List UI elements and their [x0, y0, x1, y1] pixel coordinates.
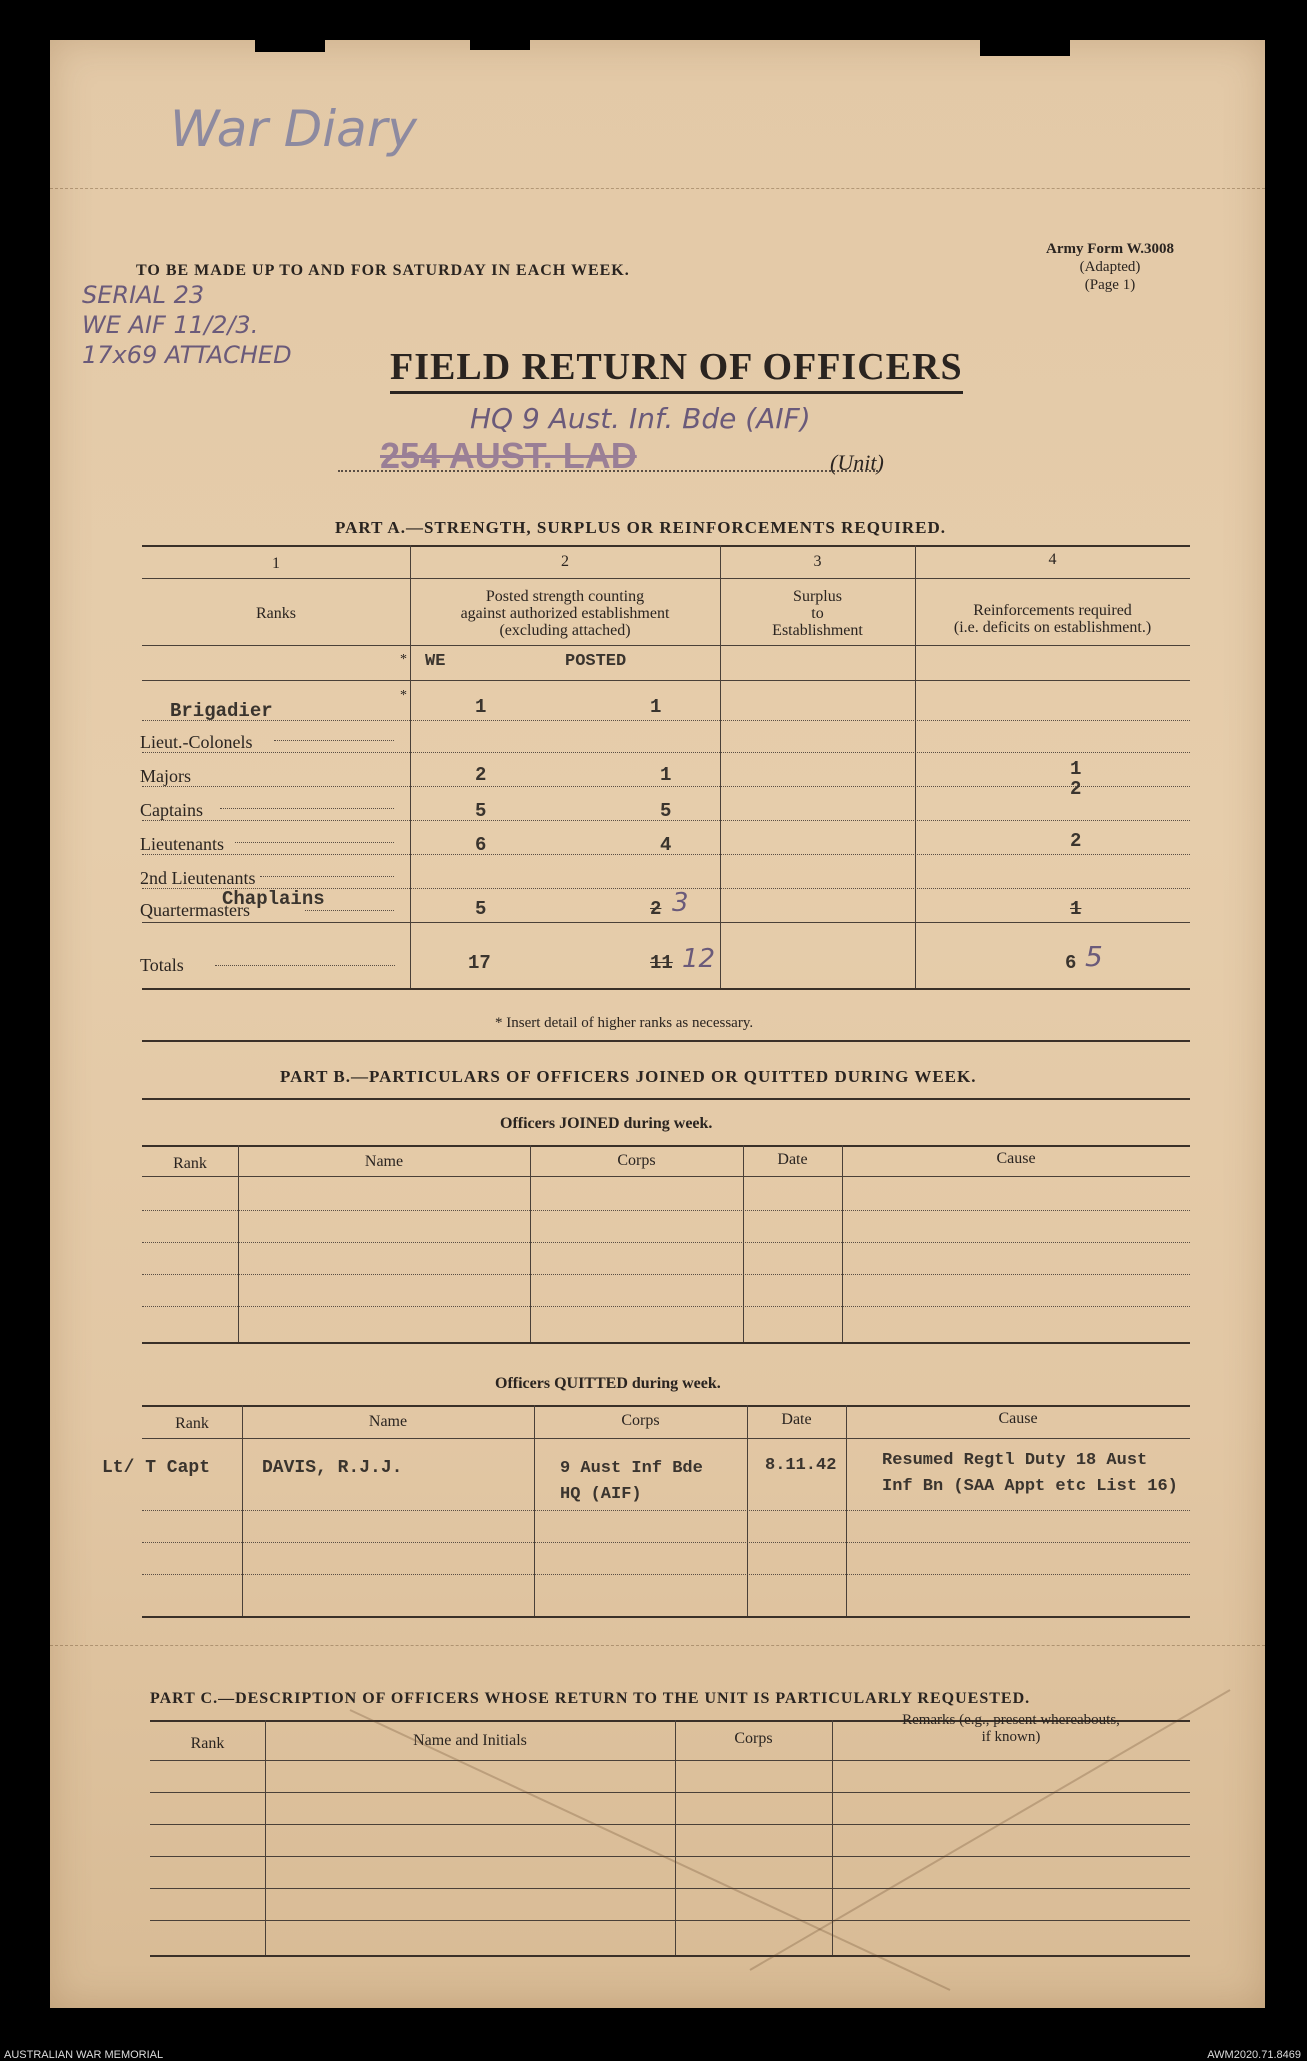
col-number: 4	[1048, 551, 1057, 568]
totals-label: Totals	[140, 955, 184, 975]
rule	[142, 922, 1190, 923]
quitted-cause: Resumed Regtl Duty 18 Aust Inf Bn (SAA Appt etc List 16)	[882, 1451, 1178, 1496]
col-number: 2	[561, 553, 569, 570]
torn-edge	[470, 38, 530, 50]
joined-col-cause: Cause	[996, 1150, 1036, 1167]
rank-label: Lieut.-Colonels	[140, 732, 253, 752]
part-c-title: PART C.—DESCRIPTION OF OFFICERS WHOSE RETURN TO THE UNIT IS PARTICULARLY REQUESTED.	[150, 1690, 1031, 1707]
col-number: 3	[813, 553, 822, 570]
brigadier-posted: 1	[650, 696, 662, 718]
quitted-corps: 9 Aust Inf Bde HQ (AIF)	[560, 1459, 703, 1504]
totals-we: 17	[468, 952, 491, 974]
form-title: FIELD RETURN OF OFFICERS	[390, 345, 963, 394]
majors-posted: 1	[660, 764, 672, 786]
lieutenants-we: 6	[475, 834, 487, 856]
part-a-title: PART A.—STRENGTH, SURPLUS OR REINFORCEMENTS REQUIRED.	[335, 518, 946, 537]
rule	[142, 988, 1190, 990]
chaplains-reinf: 1	[1070, 898, 1082, 920]
rule	[142, 645, 1190, 646]
quitted-rank: Lt/ T Capt	[102, 1458, 211, 1478]
captains-posted: 5	[660, 800, 672, 822]
handwritten-unit: HQ 9 Aust. Inf. Bde (AIF)	[470, 402, 811, 435]
joined-col-date: Date	[777, 1151, 808, 1168]
majors-we: 2	[475, 764, 487, 786]
handwritten-war-diary: War Diary	[170, 100, 417, 158]
part-c-col-name: Name and Initials	[413, 1732, 527, 1749]
quitted-col-corps: Corps	[621, 1412, 660, 1429]
totals-reinf: 6	[1065, 952, 1077, 974]
rank-label: 2nd Lieutenants	[140, 868, 256, 888]
header-ranks: Ranks	[256, 605, 296, 622]
part-c-col-remarks: Remarks (e.g., present whereabouts, if known)	[902, 1712, 1120, 1745]
totals-posted: 11	[650, 952, 673, 974]
unit-label: (Unit)	[830, 450, 884, 475]
part-c-col-rank: Rank	[190, 1735, 225, 1752]
col-number: 1	[272, 555, 280, 572]
part-b-title: PART B.—PARTICULARS OF OFFICERS JOINED OR QUITTED DURING WEEK.	[280, 1067, 977, 1086]
chaplains-posted: 2	[650, 898, 662, 920]
unit-dotted-line	[338, 470, 878, 472]
rank-label: Captains	[140, 800, 203, 820]
we-label: WE	[425, 652, 446, 671]
paper-crease	[50, 1640, 1265, 2008]
quitted-col-cause: Cause	[998, 1410, 1038, 1427]
quitted-col-date: Date	[781, 1411, 812, 1428]
footer-right: AWM2020.71.8469	[1207, 2049, 1301, 2061]
header-reinforcements: Reinforcements required (i.e. deficits on establishment.)	[953, 602, 1152, 636]
army-form-block: Army Form W.3008 (Adapted) (Page 1)	[1046, 241, 1174, 293]
brigadier-rank: Brigadier	[170, 700, 273, 722]
brigadier-we: 1	[475, 696, 487, 718]
header-surplus: Surplus to Establishment	[772, 588, 863, 639]
majors-reinf: 1	[1070, 758, 1082, 780]
captains-reinf: 2	[1070, 778, 1082, 800]
rule	[142, 578, 1190, 579]
chaplains-overtype: Chaplains	[222, 888, 325, 910]
quitted-date: 8.11.42	[765, 1456, 837, 1475]
quitted-title: Officers QUITTED during week.	[495, 1375, 721, 1392]
chaplains-we: 5	[475, 898, 487, 920]
lieutenants-posted: 4	[660, 834, 672, 856]
lieutenants-reinf: 2	[1070, 830, 1082, 852]
captains-we: 5	[475, 800, 487, 822]
footnote: * Insert detail of higher ranks as necessary.	[495, 1015, 754, 1031]
quitted-col-name: Name	[368, 1413, 408, 1430]
posted-label: POSTED	[565, 652, 627, 671]
rule	[142, 752, 1190, 753]
joined-col-rank: Rank	[173, 1155, 207, 1172]
joined-col-name: Name	[364, 1153, 404, 1170]
joined-col-corps: Corps	[617, 1152, 656, 1169]
rule	[142, 1040, 1190, 1042]
part-c-col-corps: Corps	[734, 1730, 773, 1747]
fold-line	[50, 188, 1265, 189]
handwritten-serial: SERIAL 23 WE AIF 11/2/3. 17x69 ATTACHED	[82, 281, 292, 369]
rank-label: Lieutenants	[140, 834, 224, 854]
chaplains-posted-hand: 3	[672, 888, 689, 918]
rule	[142, 1098, 1190, 1100]
quitted-name: DAVIS, R.J.J.	[262, 1458, 403, 1478]
quitted-col-rank: Rank	[175, 1415, 209, 1432]
rule	[142, 680, 1190, 681]
rule	[142, 545, 1190, 547]
rule	[142, 786, 1190, 787]
torn-edge	[255, 38, 325, 52]
document-page: War Diary SERIAL 23 WE AIF 11/2/3. 17x69 ATTACHED TO BE MADE UP TO AND FOR SATURDAY IN EACH WEEK. Army Form W.3008 (Adapted) (Page 1) FIELD RETURN OF OFFICERS HQ 9 Aust. Inf. Bde (AIF) 254 AUST. LAD (Unit) PART A.—STRENGTH, SURPLUS OR REINFORCEMENTS REQUIRED. 1 2 3 4 Ranks Posted strength counting against authorized establishment (excluding attached) Surplus to Establishment Reinforcements required (i.e. deficits on establishment.) * * WE POSTED Brigadier 1 1 Lieut.-Colonels Majors Captains Lieutenants 2nd Lieutenants Quartermasters Chaplains 2 1 1 5 5 2 6 4 2 5 2 3 1 Totals 17 11 12 6 5 * Insert detail of higher ranks as necessary. PART B.—PARTICULARS OF OFFICERS JOINED OR QUITTED DURING WEEK. Officers JOINED during week. Rank Name Corps Date Cause Officers QUITTED during week. Rank Name Corps Date Cause Lt/ T Capt DAVIS, R.J.J. 9 Aust Inf Bde HQ (AIF) 8.11.42 Resumed Regtl Duty 18 Aust Inf Bn (SAA Appt etc List 16) PART C.—DESCRIPTION OF OFFICERS WHOSE RETURN TO THE UNIT IS PARTICULARLY REQUESTED. Rank Name and Initials Corps Remarks (e.g., present whereabouts, if known)	[50, 40, 1265, 2008]
joined-title: Officers JOINED during week.	[500, 1115, 713, 1132]
rank-label: Quartermasters	[140, 900, 250, 920]
instruction-text: TO BE MADE UP TO AND FOR SATURDAY IN EACH WEEK.	[136, 262, 630, 279]
totals-posted-hand: 12	[682, 944, 716, 974]
rule	[142, 720, 1190, 721]
totals-reinf-hand: 5	[1085, 940, 1103, 973]
rank-label: Majors	[140, 766, 191, 786]
torn-edge	[980, 38, 1070, 56]
stamped-unit: 254 AUST. LAD	[380, 435, 637, 476]
footer-left: AUSTRALIAN WAR MEMORIAL	[4, 2049, 164, 2061]
header-posted: Posted strength counting against authorized establishment (excluding attached)	[460, 588, 670, 639]
